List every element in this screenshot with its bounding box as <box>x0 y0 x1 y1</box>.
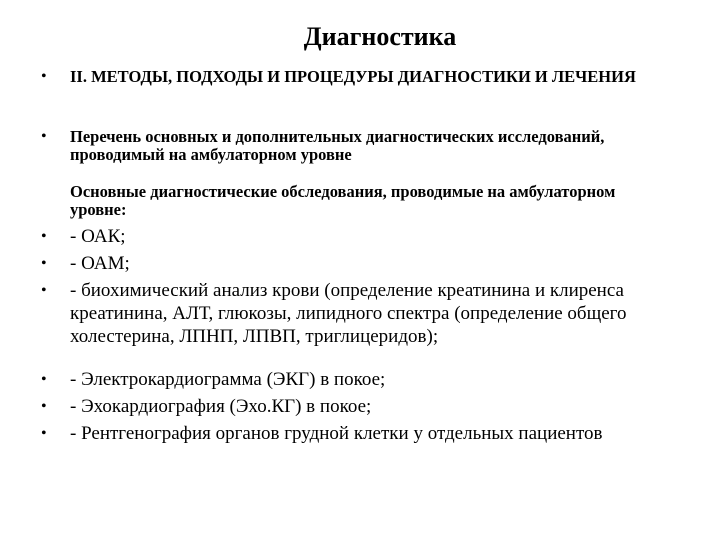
list-item-text: - биохимический анализ крови (определение креатинина и клиренса креатинина, АЛТ, глюкозы, липидного спектра (определение общего холестерина, ЛПНП, ЛПВП, триглицеридов); <box>70 280 627 347</box>
bullet-icon: • <box>41 371 47 388</box>
list-item-text: - Электрокардиограмма (ЭКГ) в покое; <box>70 369 386 390</box>
bullet-icon: • <box>41 282 47 299</box>
bullet-icon: • <box>41 398 47 415</box>
list-item-text: - Эхокардиография (Эхо.КГ) в покое; <box>70 396 372 417</box>
bullet-icon: • <box>41 228 47 245</box>
bullet-icon: • <box>41 128 47 145</box>
bullet-icon: • <box>41 425 47 442</box>
list-item-text: - Рентгенография органов грудной клетки у отдельных пациентов <box>70 423 603 444</box>
bullet-icon: • <box>41 255 47 272</box>
list-item-text: - ОАК; <box>70 226 126 247</box>
subheading-basic-exams: Основные диагностические обследования, проводимые на амбулаторном уровне: <box>70 182 616 219</box>
slide-title: Диагностика <box>303 22 457 51</box>
bullet-icon: • <box>41 68 47 85</box>
list-item-text: Перечень основных и дополнительных диагностических исследований, проводимый на амбулаторном уровне <box>70 127 605 164</box>
list-item-text: - ОАМ; <box>70 253 130 274</box>
list-item-text: II. МЕТОДЫ, ПОДХОДЫ И ПРОЦЕДУРЫ ДИАГНОСТИКИ И ЛЕЧЕНИЯ <box>70 67 636 86</box>
